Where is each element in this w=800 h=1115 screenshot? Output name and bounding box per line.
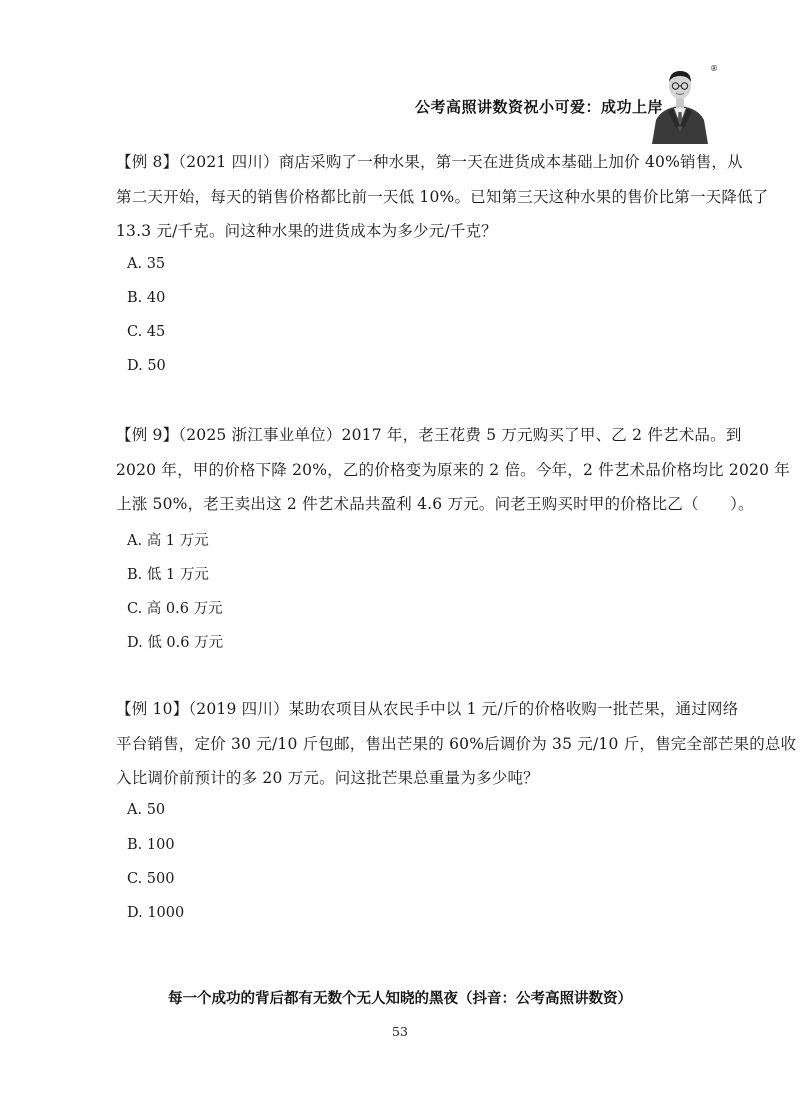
question-9 [116,418,790,522]
question-9-option-a: A. 高 1 万元 [127,533,209,549]
question-10-option-c: C. 500 [127,871,175,887]
page-number: 53 [392,1024,408,1039]
question-10-option-b: B. 100 [127,837,175,853]
question-line: 入比调价前预计的多 20 万元。问这批芒果总重量为多少吨？ [116,769,539,787]
question-8-text [116,145,769,249]
footer-slogan: 每一个成功的背后都有无数个无人知晓的黑夜（抖音：公考高照讲数资） [168,991,632,1007]
question-line: 上涨 50%，老王卖出这 2 件艺术品共盈利 4.6 万元。问老王购买时甲的价格比乙（ ）。 [116,495,754,513]
question-10 [116,692,797,796]
question-line: 13.3 元/千克。问这种水果的进货成本为多少元/千克？ [116,222,497,240]
question-10-text [116,692,797,796]
question-8-option-b: B. 40 [127,290,166,306]
question-8-option-d: D. 50 [127,358,166,374]
question-9-text [116,418,790,522]
question-8-option-c: C. 45 [127,324,166,340]
question-8-option-a: A. 35 [127,256,166,272]
question-line: 平台销售，定价 30 元/10 斤包邮，售出芒果的 60%后调价为 35 元/10 斤，售完全部芒果的总收 [116,734,797,753]
question-line: 【例 9】（2025 浙江事业单位）2017 年，老王花费 5 万元购买了甲、乙 2 件艺术品。到 [116,426,742,444]
question-9-option-c: C. 高 0.6 万元 [127,601,223,617]
question-line: 【例 8】（2021 四川）商店采购了一种水果，第一天在进货成本基础上加价 40%销售，从 [116,153,743,171]
question-line: 第二天开始，每天的销售价格都比前一天低 10%。已知第三天这种水果的售价比第一天降低了 [116,187,769,206]
question-line: 【例 10】（2019 四川）某助农项目从农民手中以 1 元/斤的价格收购一批芒果，通过网络 [116,700,739,718]
registered-mark: ® [710,64,718,73]
question-9-option-d: D. 低 0.6 万元 [127,635,224,651]
question-9-option-b: B. 低 1 万元 [127,567,209,583]
question-10-option-a: A. 50 [127,802,166,818]
header-brand-text: 公考高照讲数资祝小可爱：成功上岸 [415,98,664,116]
question-line: 2020 年，甲的价格下降 20%，乙的价格变为原来的 2 倍。今年，2 件艺术品价格均比 2020 年 [116,460,790,479]
teacher-portrait-icon [650,62,710,144]
question-8 [116,145,769,249]
question-10-option-d: D. 1000 [127,905,185,921]
